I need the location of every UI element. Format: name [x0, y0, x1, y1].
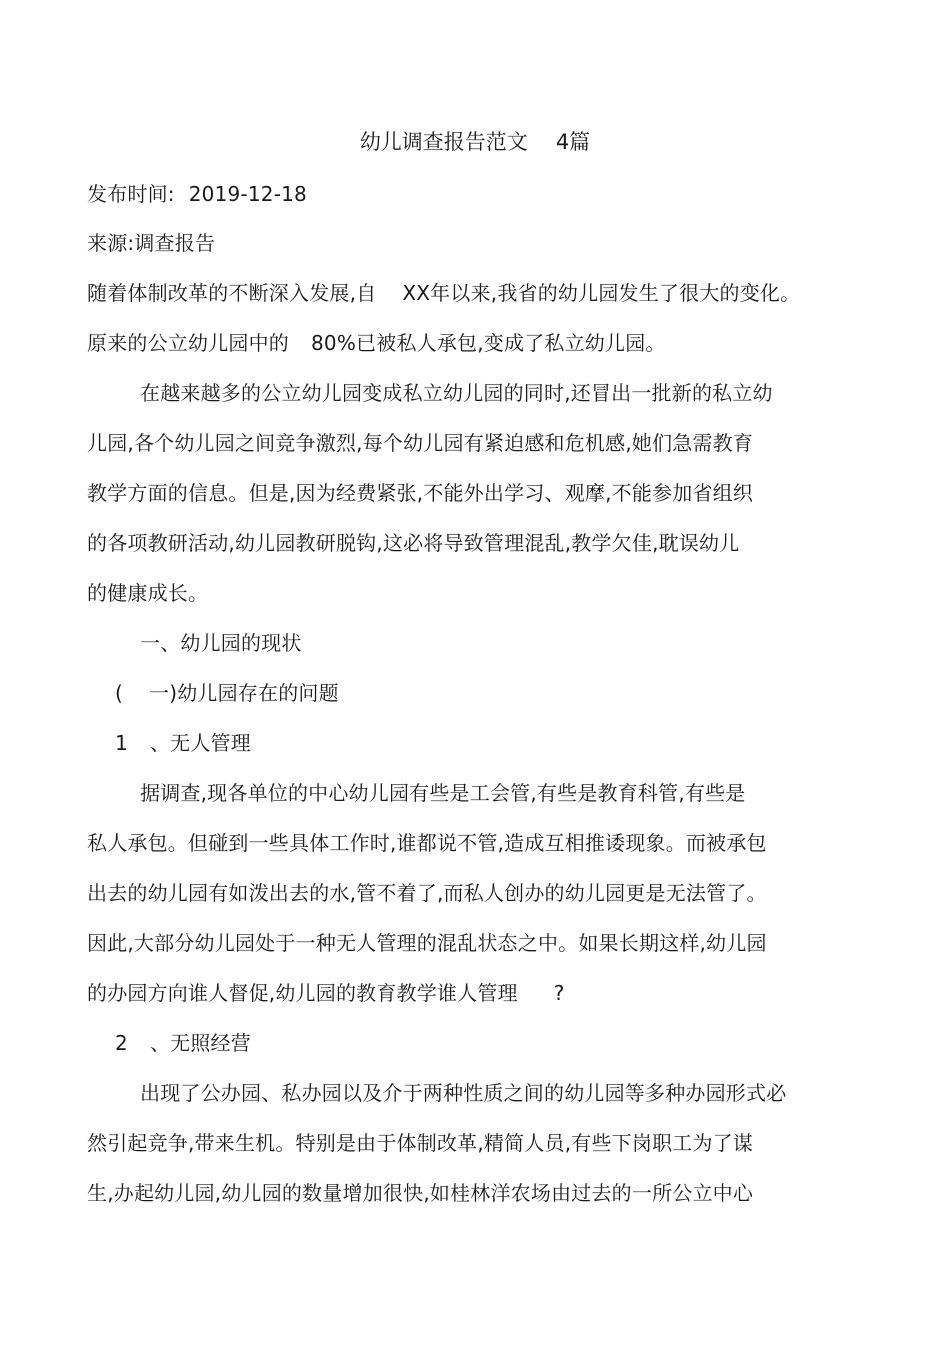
- source-value: 调查报告: [134, 231, 216, 255]
- intro-text: 随着体制改革的不断深入发展,自: [87, 281, 377, 305]
- intro-line-2: [87, 329, 666, 357]
- document-title: [0, 128, 950, 156]
- paragraph-line: 的各项教研活动,幼儿园教研脱钩,这必将导致管理混乱,教学欠佳,耽误幼儿: [87, 531, 740, 555]
- intro-text: 原来的公立幼儿园中的: [87, 331, 289, 355]
- paragraph-line: 的健康成长。: [87, 581, 209, 605]
- item-text: 、无照经营: [149, 1031, 251, 1055]
- heading-paren: (: [115, 681, 124, 705]
- paragraph-line: 据调查,现各单位的中心幼儿园有些是工会管,有些是教育科管,有些是: [140, 781, 746, 805]
- intro-text: 80%已被私人承包,变成了私立幼儿园。: [311, 331, 666, 355]
- paragraph-line: 儿园,各个幼儿园之间竞争激烈,每个幼儿园有紧迫感和危机感,她们急需教育: [87, 431, 754, 455]
- paragraph-line: 生,办起幼儿园,幼儿园的数量增加很快,如桂林洋农场由过去的一所公立中心: [87, 1181, 754, 1205]
- source-line: [87, 229, 215, 257]
- paragraph-line: 然引起竞争,带来生机。特别是由于体制改革,精简人员,有些下岗职工为了谋: [87, 1131, 754, 1155]
- item-heading-1: [115, 729, 251, 757]
- paragraph-line: 教学方面的信息。但是,因为经费紧张,不能外出学习、观摩,不能参加省组织: [87, 481, 754, 505]
- section-heading: 一、幼儿园的现状: [140, 631, 302, 655]
- paragraph-line: 在越来越多的公立幼儿园变成私立幼儿园的同时,还冒出一批新的私立幼: [140, 381, 773, 405]
- item-number: 2: [115, 1031, 128, 1055]
- paragraph-line: 出现了公办园、私办园以及介于两种性质之间的幼儿园等多种办园形式必: [140, 1081, 787, 1105]
- intro-line-1: [87, 279, 800, 307]
- source-label: 来源:: [87, 231, 135, 255]
- heading-text: 一)幼儿园存在的问题: [149, 681, 339, 705]
- publish-time-line: [87, 180, 307, 208]
- item-text: 、无人管理: [149, 731, 251, 755]
- subsection-heading: [115, 679, 339, 707]
- intro-text: XX年以来,我省的幼儿园发生了很大的变化。: [402, 281, 801, 305]
- title-main: 幼儿调查报告范文: [359, 130, 528, 154]
- item-heading-2: [115, 1029, 251, 1057]
- publish-label: 发布时间:: [87, 182, 175, 206]
- paragraph-line: 因此,大部分幼儿园处于一种无人管理的混乱状态之中。如果长期这样,幼儿园: [87, 931, 767, 955]
- paragraph-line: 私人承包。但碰到一些具体工作时,谁都说不管,造成互相推诿现象。而被承包: [87, 831, 767, 855]
- item-number: 1: [115, 731, 128, 755]
- paragraph-line: 出去的幼儿园有如泼出去的水,管不着了,而私人创办的幼儿园更是无法管了。: [87, 881, 767, 905]
- paragraph-text: 的办园方向谁人督促,幼儿园的教育教学谁人管理: [87, 981, 518, 1005]
- title-count: 4篇: [555, 130, 591, 154]
- paragraph-line: [87, 979, 565, 1007]
- publish-date: 2019-12-18: [188, 182, 307, 206]
- question-mark: ?: [553, 981, 565, 1005]
